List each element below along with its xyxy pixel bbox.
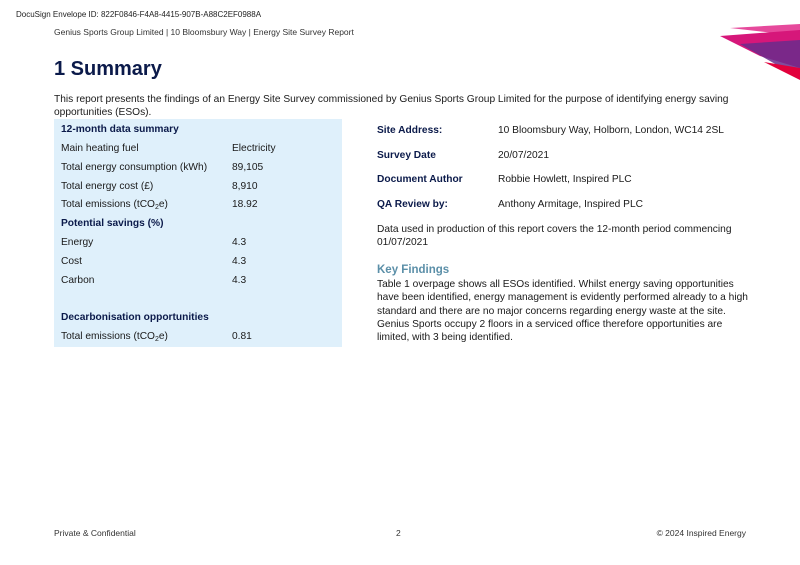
footer-confidential: Private & Confidential [54,528,136,538]
savings-heading: Potential savings (%) [61,218,164,229]
footer-copyright: © 2024 Inspired Energy [656,528,746,538]
cost-value: 8,910 [232,181,258,192]
page-title: 1 Summary [54,58,162,80]
intro-paragraph: This report presents the findings of an Energy Site Survey commissioned by Genius Sports Group Limited for the purpose of identifying energy saving opportunities (ESOs). [54,94,729,118]
emissions-label: Total emissions (tCO$_2$e) [61,199,168,211]
data-period-note: Data used in production of this report covers the 12-month period commencing 01/07/2021 [377,224,732,248]
qa-review-label: QA Review by: [377,199,448,210]
decarb-heading: Decarbonisation opportunities [61,312,209,323]
consumption-label: Total energy consumption (kWh) [61,162,208,173]
energy-saving-label: Energy [61,237,94,248]
data-summary-box [54,119,342,347]
site-address-value: 10 Bloomsbury Way, Holborn, London, WC14 2SL [498,125,724,136]
consumption-value: 89,105 [232,162,264,173]
decarb-emissions-value: 0.81 [232,331,252,342]
inspired-logo [720,22,800,80]
survey-date-value: 20/07/2021 [498,150,549,161]
site-address-label: Site Address: [377,125,443,136]
survey-date-label: Survey Date [377,150,436,161]
carbon-saving-label: Carbon [61,275,95,286]
decarb-emissions-label: Total emissions (tCO$_2$e) [61,331,168,343]
key-findings-body: Table 1 overpage shows all ESOs identified. Whilst energy saving opportunities have been identified, energy management is evidently performed already to a high standard and there are no major concerns regarding energy waste at the site. Genius Sports occupy 2 floors in a serviced office therefore opportunities are limited, with 3 being identified. [377,279,748,344]
emissions-value: 18.92 [232,199,258,210]
docusign-envelope-id: DocuSign Envelope ID: 822F0846-F4A8-4415-907B-A88C2EF0988A [16,10,262,19]
key-findings-heading: Key Findings [377,264,450,276]
page-number: 2 [396,528,401,538]
carbon-saving-value: 4.3 [232,275,247,286]
fuel-label: Main heating fuel [61,143,139,154]
fuel-value: Electricity [232,143,276,154]
running-header: Genius Sports Group Limited | 10 Bloomsbury Way | Energy Site Survey Report [54,27,354,37]
document-author-value: Robbie Howlett, Inspired PLC [498,174,632,185]
cost-label: Total energy cost (£) [61,181,154,192]
energy-saving-value: 4.3 [232,237,247,248]
document-author-label: Document Author [377,174,463,185]
qa-review-value: Anthony Armitage, Inspired PLC [498,199,643,210]
cost-saving-value: 4.3 [232,256,247,267]
summary-heading: 12-month data summary [61,124,179,135]
cost-saving-label: Cost [61,256,82,267]
